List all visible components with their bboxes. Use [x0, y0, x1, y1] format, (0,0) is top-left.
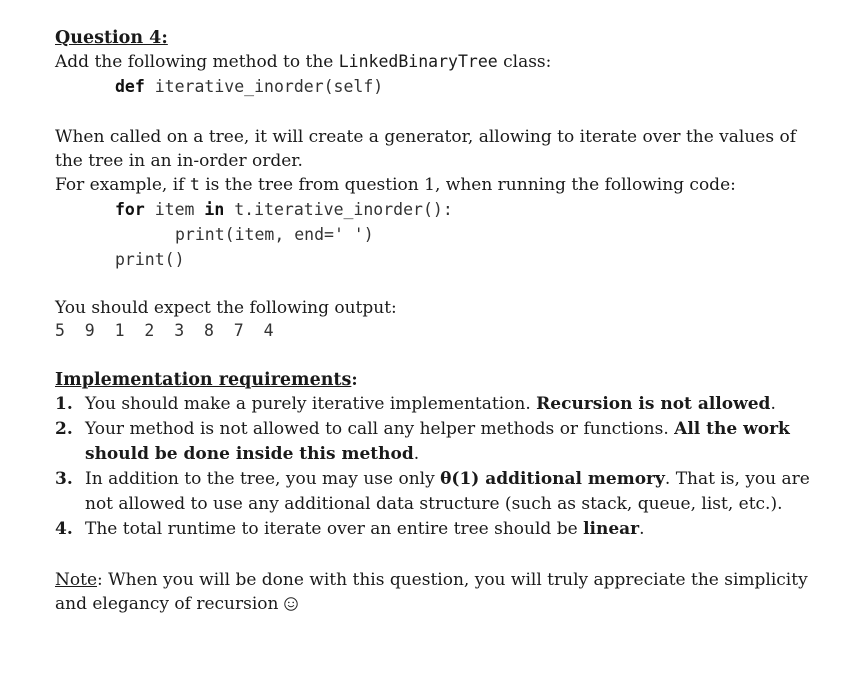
note-text: : When you will be done with this question, you will truly appreciate the simplicity and elegancy of recursion — [55, 570, 808, 614]
list-number: 3. — [55, 469, 73, 489]
example-suffix: is the tree from question 1, when running the following code: — [199, 175, 736, 195]
list-text: You should make a purely iterative implementation. — [85, 394, 537, 414]
list-tail: . — [770, 394, 776, 414]
list-bold: Recursion is not allowed — [536, 394, 771, 414]
list-tail: . — [639, 519, 645, 539]
list-text: In addition to the tree, you may use only — [85, 469, 441, 489]
code-line-3: print() — [115, 250, 185, 269]
question-title: Question 4: — [55, 28, 168, 48]
code-line-1-rest: t.iterative_inorder(): — [224, 200, 453, 219]
example-var: t — [189, 175, 200, 194]
list-number: 4. — [55, 519, 73, 539]
list-number: 2. — [55, 419, 73, 439]
example-prefix: For example, if — [55, 175, 190, 195]
list-item — [55, 467, 815, 517]
requirements-heading — [55, 368, 815, 392]
expect-label: You should expect the following output: — [55, 298, 397, 318]
method-signature — [115, 74, 815, 99]
signature-keyword: def — [115, 77, 145, 96]
list-tail: . — [413, 444, 420, 464]
intro-prefix: Add the following method to the — [55, 52, 339, 72]
note-paragraph — [55, 568, 815, 616]
expected-output: 5 9 1 2 3 8 7 4 — [55, 321, 274, 340]
smiley-icon — [284, 597, 298, 611]
list-number: 1. — [55, 394, 73, 414]
code-line-1 — [115, 197, 815, 222]
list-item — [55, 392, 815, 417]
note-label: Note — [55, 570, 98, 590]
class-name: LinkedBinaryTree — [338, 52, 498, 71]
requirements-list — [55, 392, 815, 542]
code-keyword-for: for — [115, 200, 145, 219]
list-item — [55, 517, 815, 542]
code-keyword-in: in — [204, 200, 225, 219]
document — [55, 26, 815, 616]
intro-suffix: class: — [497, 52, 552, 72]
list-tail: . That is, you are not allowed to use any additional data structure (such as stack, queue, list, etc.). — [85, 469, 810, 514]
description-paragraph: When called on a tree, it will create a generator, allowing to iterate over the values of the tree in an in-order order. — [55, 127, 797, 171]
requirements-heading-text: Implementation requirements — [55, 370, 352, 390]
list-text: The total runtime to iterate over an entire tree should be — [85, 519, 584, 539]
requirements-heading-colon: : — [351, 370, 358, 390]
code-line-1-mid: item — [144, 200, 205, 219]
list-item — [55, 417, 815, 467]
intro-line — [55, 50, 815, 74]
signature-rest: iterative_inorder(self) — [144, 77, 384, 96]
list-bold: All the work should be done inside this method — [85, 419, 790, 464]
code-line-2: print(item, end=' ') — [175, 225, 374, 244]
list-bold: θ(1) additional memory — [440, 469, 665, 489]
example-line — [55, 173, 815, 197]
list-text: Your method is not allowed to call any helper methods or functions. — [85, 419, 675, 439]
list-bold: linear — [583, 519, 640, 539]
